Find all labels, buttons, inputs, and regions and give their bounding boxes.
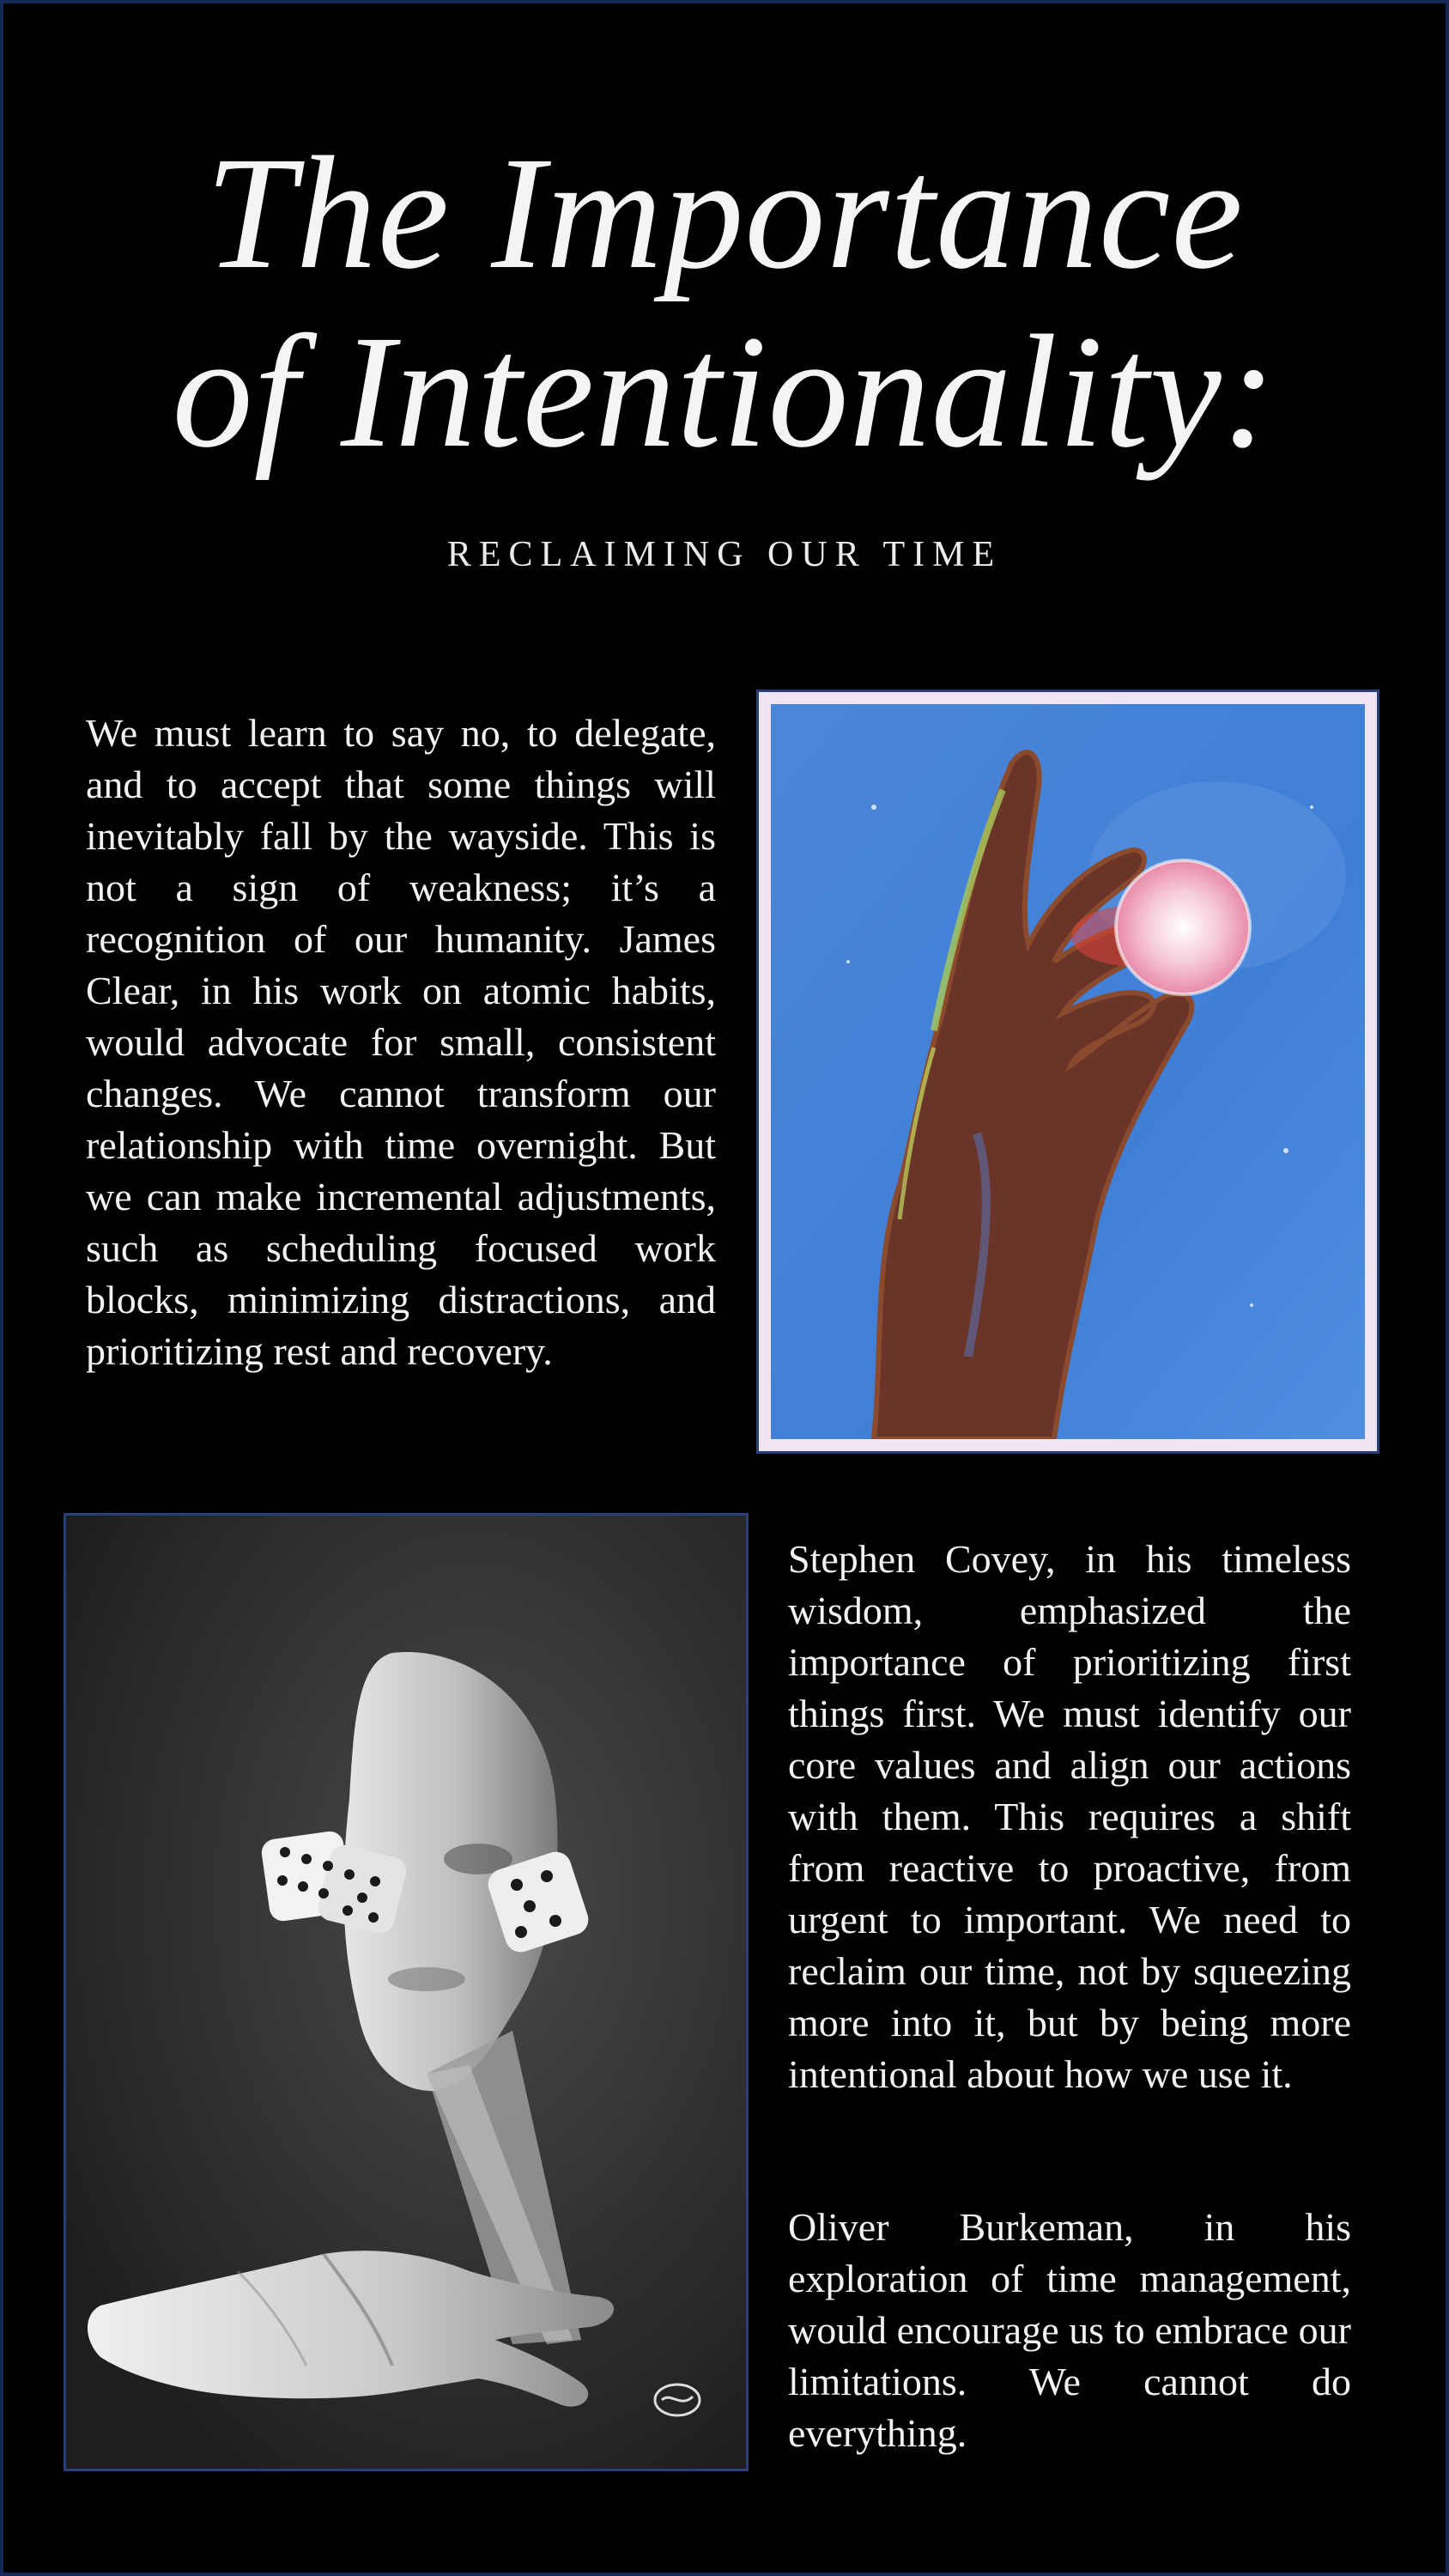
paragraph-covey: Stephen Covey, in his timeless wisdom, emphasized the importance of prioritizing first things first. We must identify our core values and align our actions with them. This requires a shift from reactive to proactive, from urgent to important. We need to reclaim our time, not by squeezing more into it, but by being more intentional about how we use it. (788, 1537, 1351, 2096)
artwork-hand-with-orb (759, 692, 1377, 1451)
artwork-face-with-dice (64, 1513, 749, 2471)
hand-orb-illustration (771, 704, 1365, 1439)
page-title (3, 124, 1446, 481)
title-line-1: The Importance (205, 123, 1244, 302)
face-dice-illustration (66, 1516, 746, 2469)
paragraph-burkeman: Oliver Burkeman, in his exploration of time management, would encourage us to embrace our limitations. We cannot do everything. (788, 2205, 1351, 2455)
paragraph-delegation: We must learn to say no, to delegate, and to accept that some things will inevitably fall by the wayside. This is not a sign of weakness; it’s a recognition of our humanity. James Clear, in his work on atomic habits, would advocate for small, consistent changes. We cannot transform our relationship with time overnight. But we can make incremental adjustments, such as scheduling focused work blocks, minimizing distractions, and prioritizing rest and recovery. (86, 711, 716, 1373)
title-line-2: of Intentionality: (172, 301, 1277, 481)
page-subtitle: RECLAIMING OUR TIME (446, 535, 1003, 574)
